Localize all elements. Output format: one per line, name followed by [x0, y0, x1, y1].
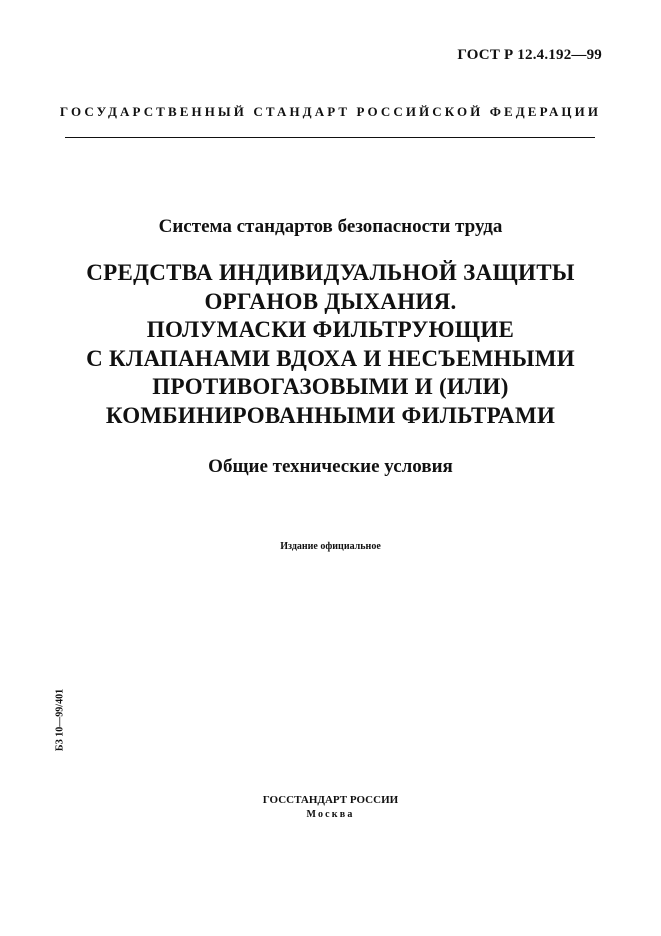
- publication-city: Москва: [306, 809, 355, 820]
- subtitle: Общие технические условия: [208, 456, 453, 477]
- main-title-line: ОРГАНОВ ДЫХАНИЯ.: [204, 288, 457, 314]
- main-title-line: ПОЛУМАСКИ ФИЛЬТРУЮЩИЕ: [146, 317, 515, 342]
- edition-note: Издание официальное: [280, 541, 381, 552]
- publisher: ГОССТАНДАРТ РОССИИ: [262, 794, 399, 806]
- main-title-line: КОМБИНИРОВАННЫМИ ФИЛЬТРАМИ: [105, 402, 556, 428]
- organization-header: ГОСУДАРСТВЕННЫЙ СТАНДАРТ РОССИЙСКОЙ ФЕДЕРАЦИИ: [59, 104, 602, 119]
- main-title: [0, 259, 661, 430]
- document-code: ГОСТ Р 12.4.192—99: [457, 47, 602, 63]
- header-divider: [65, 137, 595, 138]
- main-title-line: ПРОТИВОГАЗОВЫМИ И (ИЛИ): [152, 374, 509, 399]
- main-title-line: С КЛАПАНАМИ ВДОХА И НЕСЪЕМНЫМИ: [86, 345, 575, 371]
- side-catalog-code: БЗ 10—99/401: [54, 688, 66, 752]
- main-title-line: СРЕДСТВА ИНДИВИДУАЛЬНОЙ ЗАЩИТЫ: [86, 260, 575, 285]
- standards-series-title: Система стандартов безопасности труда: [158, 216, 503, 237]
